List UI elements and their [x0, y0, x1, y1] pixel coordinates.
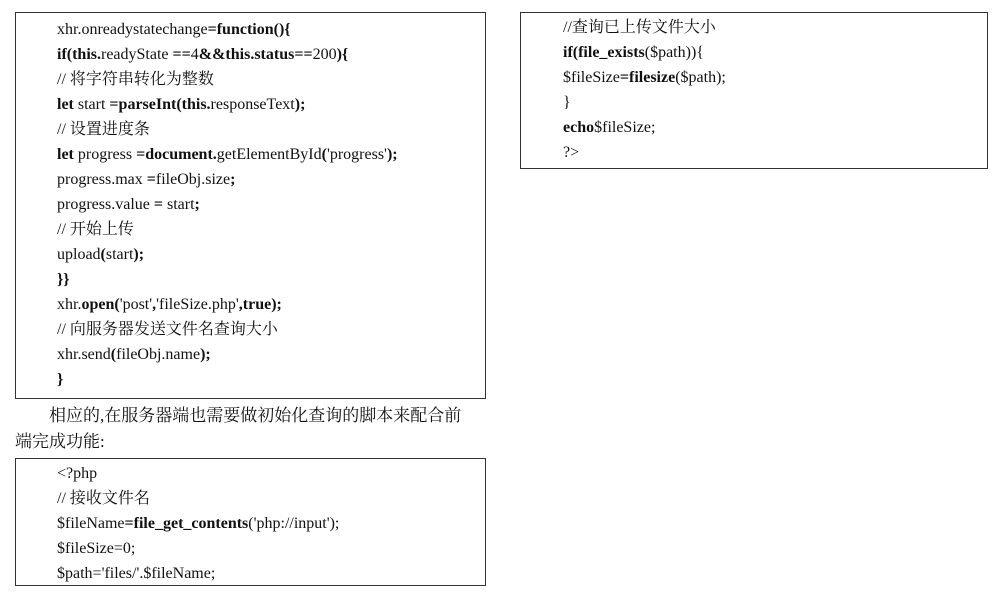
code-line: [521, 15, 987, 40]
code-line: [16, 267, 485, 292]
code-line: [16, 242, 485, 267]
code-token: fileObj.size: [155, 171, 231, 188]
code-token: }}: [57, 271, 70, 288]
code-line: [16, 367, 485, 392]
code-line: [16, 17, 485, 42]
code-token: if(file_exists: [563, 44, 645, 61]
code-line: [521, 65, 987, 90]
code-token: );: [294, 96, 306, 113]
code-line: [16, 511, 485, 536]
code-line: [16, 292, 485, 317]
code-line: [16, 92, 485, 117]
code-token: 200: [312, 46, 337, 63]
code-token: =: [146, 171, 156, 188]
code-token: if(this.: [57, 46, 101, 63]
code-line: [16, 486, 485, 511]
code-line: [16, 461, 485, 486]
code-line: [16, 142, 485, 167]
code-line: [521, 115, 987, 140]
code-token: echo: [563, 119, 595, 136]
code-token: progress.max: [57, 171, 147, 188]
code-line: [16, 536, 485, 561]
code-token: start: [166, 196, 195, 213]
code-token: let: [57, 146, 78, 163]
code-token: ,true);: [238, 296, 282, 313]
code-token: xhr.send: [57, 346, 111, 363]
code-token: &&this.status==: [198, 46, 313, 63]
code-token: $fileName: [57, 515, 125, 532]
code-token: start: [77, 96, 110, 113]
code-token: 'progress': [326, 146, 387, 163]
code-token: $fileSize: [563, 69, 620, 86]
code-block-php-receive-filename: [15, 458, 486, 586]
code-token: xhr.onreadystatechange: [57, 21, 208, 38]
code-token: getElementById: [216, 146, 322, 163]
code-token: $fileSize;: [594, 119, 656, 136]
code-token: // 将字符串转化为整数: [57, 71, 214, 88]
code-token: xhr.: [57, 296, 82, 313]
code-token: progress: [77, 146, 137, 163]
code-line: [16, 561, 485, 586]
code-token: );: [386, 146, 398, 163]
code-token: ==: [172, 46, 191, 63]
prose-paragraph-line-1: 相应的,在服务器端也需要做初始化查询的脚本来配合前: [49, 406, 462, 425]
code-token: upload: [57, 246, 101, 263]
code-token: );: [133, 246, 145, 263]
code-line: [521, 90, 987, 115]
code-line: [16, 317, 485, 342]
code-token: progress.value: [57, 196, 154, 213]
code-token: //查询已上传文件大小: [563, 19, 716, 36]
code-token: ,: [152, 296, 157, 313]
prose-paragraph-line-2: 端完成功能:: [15, 432, 105, 451]
code-token: 4: [190, 46, 199, 63]
code-token: 'fileSize.php': [156, 296, 239, 313]
code-line: [16, 167, 485, 192]
code-token: );: [200, 346, 211, 363]
code-token: ('php://input');: [248, 515, 340, 532]
code-line: [521, 140, 987, 165]
code-token: readyState: [101, 46, 173, 63]
code-token: responseText: [210, 96, 295, 113]
code-line: [16, 42, 485, 67]
code-token: =function(){: [207, 21, 291, 38]
code-token: ($path);: [675, 69, 726, 86]
code-token: =document.: [136, 146, 217, 163]
code-token: =parseInt(this.: [109, 96, 211, 113]
code-line: [16, 67, 485, 92]
code-token: open(: [81, 296, 120, 313]
code-token: // 接收文件名: [57, 490, 150, 507]
code-token: =: [153, 196, 167, 213]
code-block-php-query-filesize: [520, 12, 988, 169]
code-token: fileObj.name: [116, 346, 201, 363]
code-token: start: [105, 246, 134, 263]
code-token: =file_get_contents: [124, 515, 249, 532]
code-token: ;: [194, 196, 200, 213]
code-line: [16, 192, 485, 217]
code-token: (: [321, 146, 327, 163]
code-token: // 开始上传: [57, 221, 134, 238]
code-token: $fileSize=0;: [57, 540, 136, 557]
code-token: ;: [230, 171, 236, 188]
code-token: 'post': [119, 296, 153, 313]
code-line: [16, 117, 485, 142]
code-token: ($path)){: [644, 44, 704, 61]
code-token: ){: [336, 46, 349, 63]
code-token: <?php: [57, 465, 98, 482]
code-token: (: [110, 346, 117, 363]
code-token: }: [563, 94, 571, 111]
code-token: // 设置进度条: [57, 121, 150, 138]
code-token: }: [57, 371, 64, 388]
code-token: =filesize: [619, 69, 676, 86]
code-line: [16, 217, 485, 242]
code-token: ?>: [563, 144, 580, 161]
code-token: $path='files/'.$fileName;: [57, 565, 216, 582]
code-block-ajax-callback: [15, 12, 486, 399]
code-token: (: [100, 246, 106, 263]
code-token: let: [57, 96, 78, 113]
code-line: [16, 342, 485, 367]
code-token: // 向服务器发送文件名查询大小: [57, 321, 278, 338]
code-line: [521, 40, 987, 65]
